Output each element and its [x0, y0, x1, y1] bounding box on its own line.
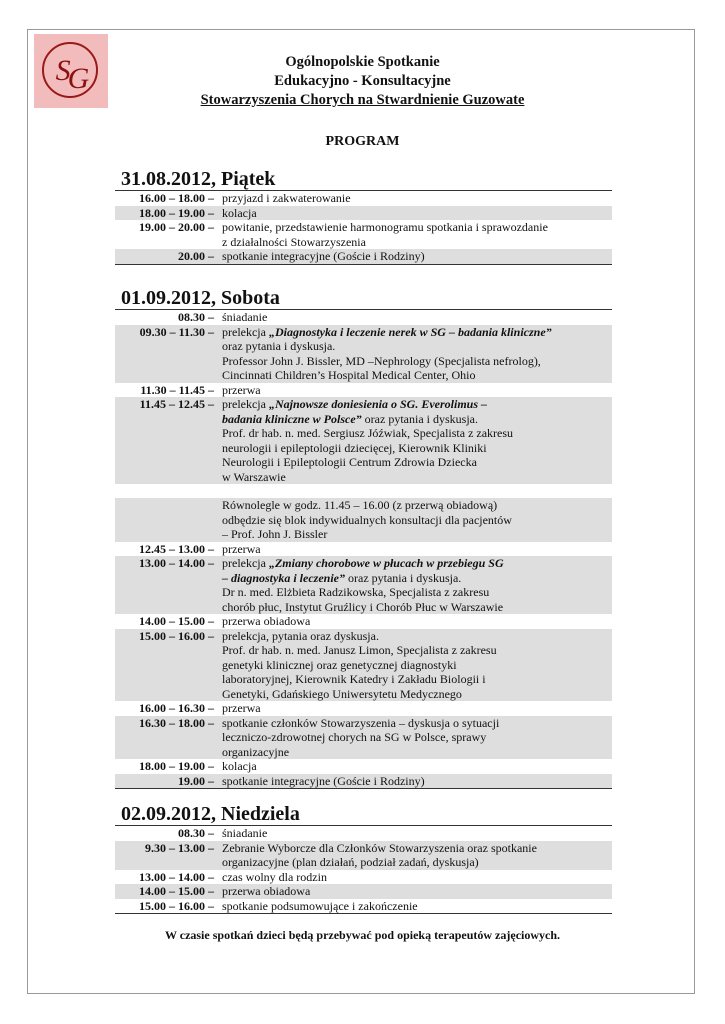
schedule-sunday [115, 825, 612, 914]
footer-note: W czasie spotkań dzieci będą przebywać pod opieką terapeutów zajęciowych. [164, 928, 561, 942]
activity-description [222, 249, 612, 264]
title-line-3: Stowarzyszenia Chorych na Stwardnienie Guzowate [200, 92, 525, 108]
activity-description [222, 542, 612, 557]
schedule-row [115, 191, 612, 206]
time-range: 19.00 – [178, 773, 214, 788]
description-line: leczniczo-zdrowotnej chorych na SG w Polsce, sprawy [222, 730, 487, 744]
activity-description [222, 629, 612, 702]
activity-description [222, 841, 612, 870]
activity-description [222, 206, 612, 221]
description-line: Genetyki, Gdańskiego Uniwersytetu Medycznego [222, 686, 462, 701]
activity-description [222, 383, 612, 398]
description-line: oraz pytania i dyskusja. [222, 339, 336, 353]
program-heading: PROGRAM [325, 134, 400, 149]
description-line: kolacja [222, 205, 257, 220]
description-line: spotkanie integracyjne (Goście i Rodziny) [222, 249, 425, 263]
time-range: 18.00 – 19.00 – [139, 205, 214, 220]
time-range: 11.45 – 12.45 – [139, 397, 214, 411]
description-line: z działalności Stowarzyszenia [222, 234, 366, 249]
time-range: 9.30 – 13.00 – [145, 840, 214, 855]
time-range: 20.00 – [178, 249, 214, 263]
description-line: – diagnostyka i leczenie” oraz pytania i dyskusja. [222, 570, 462, 585]
description-line: przerwa [222, 541, 261, 556]
description-line: – Prof. John J. Bissler [222, 527, 328, 541]
description-line: organizacyjne [222, 744, 290, 759]
description-line: Prof. dr hab. n. med. Janusz Limon, Specjalista z zakresu [222, 643, 497, 657]
time-range: 13.00 – 14.00 – [139, 556, 214, 570]
description-line: Równolegle w godz. 11.45 – 16.00 (z przerwą obiadową) [222, 498, 498, 512]
time-range: 12.45 – 13.00 – [139, 541, 214, 556]
activity-description [222, 884, 612, 899]
description-line: Dr n. med. Elżbieta Radzikowska, Specjalista z zakresu [222, 585, 490, 599]
activity-description [222, 826, 612, 841]
schedule-row [115, 899, 612, 915]
time-range [115, 498, 222, 542]
schedule-row [115, 701, 612, 716]
time-range: 14.00 – 15.00 – [139, 614, 214, 628]
description-line: przerwa [222, 701, 261, 715]
activity-description [222, 325, 612, 383]
schedule-row [115, 870, 612, 885]
row-spacer [115, 484, 612, 498]
description-line: czas wolny dla rodzin [222, 869, 327, 884]
schedule-row [115, 206, 612, 221]
activity-description [222, 899, 612, 914]
title-line-2: Edukacyjno - Konsultacyjne [274, 73, 451, 89]
description-line: przerwa obiadowa [222, 884, 311, 898]
activity-description [222, 310, 612, 325]
schedule-row [115, 841, 612, 870]
activity-description [222, 498, 612, 542]
description-line: spotkanie podsumowujące i zakończenie [222, 898, 418, 913]
description-line: organizacyjne (plan działań, podział zadań, dyskusja) [222, 855, 479, 869]
time-range: 08.30 – [178, 826, 214, 840]
schedule-row [115, 325, 612, 383]
schedule-row [115, 826, 612, 841]
activity-description [222, 716, 612, 760]
day-title-saturday: 01.09.2012, Sobota [121, 287, 280, 309]
description-line: Neurologii i Epileptologii Centrum Zdrowia Dziecka [222, 455, 477, 469]
description-line: Cincinnati Children’s Hospital Medical Center, Ohio [222, 368, 476, 382]
description-line: prelekcja „Najnowsze doniesienia o SG. Everolimus – [222, 397, 487, 411]
activity-description [222, 759, 612, 774]
schedule-row [115, 614, 612, 629]
schedule-row [115, 310, 612, 325]
time-range: 16.30 – 18.00 – [139, 715, 214, 730]
schedule-friday [115, 190, 612, 265]
time-range: 11.30 – 11.45 – [140, 382, 214, 397]
day-title-sunday: 02.09.2012, Niedziela [121, 803, 300, 825]
activity-description [222, 191, 612, 206]
description-line: prelekcja „Zmiany chorobowe w płucach w przebiegu SG [222, 556, 504, 570]
time-range: 15.00 – 16.00 – [139, 628, 214, 643]
schedule-row [115, 383, 612, 398]
title-line-1: Ogólnopolskie Spotkanie [285, 54, 440, 70]
description-line: śniadanie [222, 826, 268, 840]
description-line: przerwa obiadowa [222, 614, 311, 628]
schedule-row [115, 759, 612, 774]
description-line: genetyki klinicznej oraz genetycznej diagnostyki [222, 657, 457, 672]
activity-description [222, 556, 612, 614]
time-range: 19.00 – 20.00 – [139, 220, 214, 234]
description-line: spotkanie integracyjne (Goście i Rodziny) [222, 773, 425, 788]
description-line: laboratoryjnej, Kierownik Katedry i Zakładu Biologii i [222, 672, 486, 686]
schedule-row [115, 498, 612, 542]
description-line: śniadanie [222, 310, 268, 324]
time-range: 16.00 – 16.30 – [139, 701, 214, 715]
logo-letters: S G [55, 54, 87, 95]
description-line: odbędzie się blok indywidualnych konsultacji dla pacjentów [222, 512, 512, 527]
description-line: w Warszawie [222, 469, 286, 484]
time-range: 14.00 – 15.00 – [139, 884, 214, 898]
activity-description [222, 701, 612, 716]
description-line: przyjazd i zakwaterowanie [222, 191, 351, 205]
description-line: Prof. dr hab. n. med. Sergiusz Jóźwiak, Specjalista z zakresu [222, 426, 514, 440]
schedule-row [115, 249, 612, 265]
activity-description [222, 870, 612, 885]
activity-description [222, 397, 612, 484]
time-range: 08.30 – [178, 310, 214, 324]
time-range: 09.30 – 11.30 – [139, 324, 214, 339]
description-line: przerwa [222, 382, 261, 397]
schedule-row [115, 629, 612, 702]
schedule-row [115, 884, 612, 899]
activity-description [222, 220, 612, 249]
description-line: kolacja [222, 759, 257, 773]
schedule-row [115, 716, 612, 760]
schedule-row [115, 774, 612, 790]
description-line: badania kliniczne w Polsce” oraz pytania i dyskusja. [222, 411, 478, 426]
description-line: chorób płuc, Instytut Gruźlicy i Chorób Płuc w Warszawie [222, 599, 504, 614]
day-title-friday: 31.08.2012, Piątek [121, 168, 276, 190]
time-range: 13.00 – 14.00 – [139, 869, 214, 884]
schedule-saturday [115, 309, 612, 789]
time-range: 16.00 – 18.00 – [139, 191, 214, 205]
description-line: neurologii i epileptologii dziecięcej, Kierownik Kliniki [222, 440, 487, 455]
description-line: Professor John J. Bissler, MD –Nephrology (Specjalista nefrolog), [222, 353, 541, 368]
description-line: powitanie, przedstawienie harmonogramu spotkania i sprawozdanie [222, 220, 548, 234]
activity-description [222, 614, 612, 629]
description-line: prelekcja, pytania oraz dyskusja. [222, 628, 379, 643]
time-range: 18.00 – 19.00 – [139, 759, 214, 773]
schedule-row [115, 542, 612, 557]
activity-description [222, 774, 612, 789]
time-range: 15.00 – 16.00 – [139, 898, 214, 913]
schedule-row [115, 397, 612, 484]
description-line: spotkanie członków Stowarzyszenia – dyskusja o sytuacji [222, 715, 500, 730]
description-line: prelekcja „Diagnostyka i leczenie nerek w SG – badania kliniczne” [222, 324, 552, 339]
schedule-row [115, 556, 612, 614]
schedule-row [115, 220, 612, 249]
description-line: Zebranie Wyborcze dla Członków Stowarzyszenia oraz spotkanie [222, 840, 537, 855]
